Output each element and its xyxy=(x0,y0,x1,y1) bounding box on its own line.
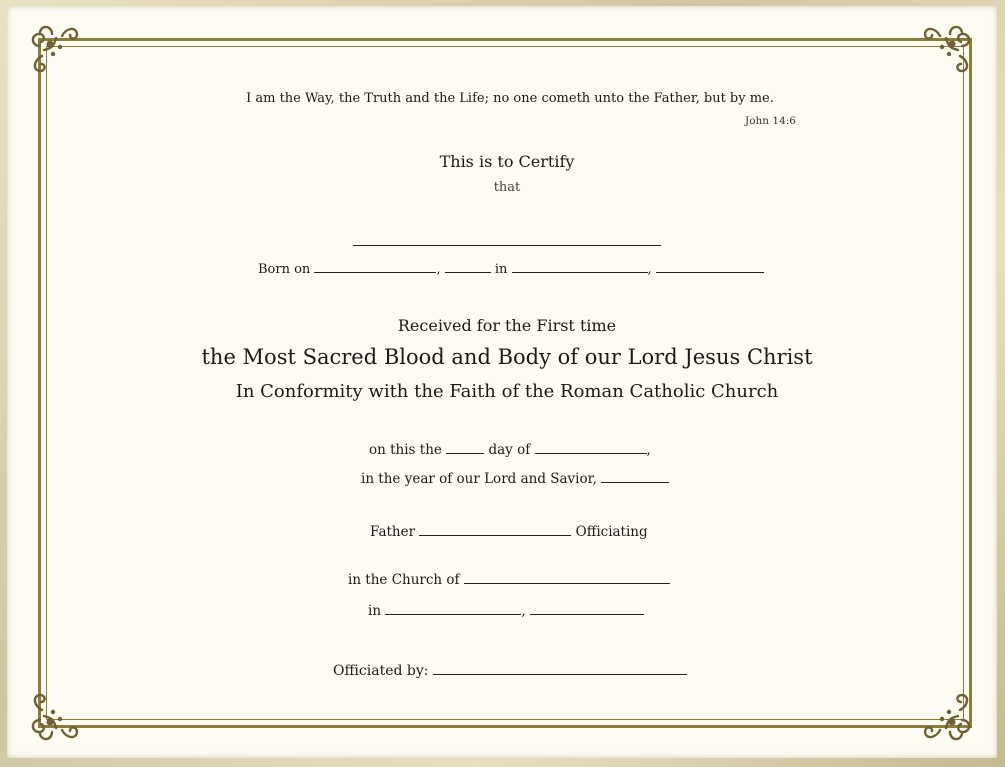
corner-flourish-icon xyxy=(910,680,980,750)
church-row: in the Church of xyxy=(348,571,670,588)
conformity-line: In Conformity with the Faith of the Roman Catholic Church xyxy=(235,381,779,402)
day-field[interactable] xyxy=(446,441,484,454)
birth-city-field[interactable] xyxy=(512,260,648,273)
church-name-field[interactable] xyxy=(464,571,670,584)
corner-flourish-icon xyxy=(22,680,92,750)
recipient-name-field[interactable] xyxy=(353,245,661,246)
date-row: on this the day of , xyxy=(369,442,651,458)
that-label: that xyxy=(493,180,521,195)
birth-year-field[interactable] xyxy=(445,260,491,273)
officiated-by-row: Officiated by: xyxy=(333,662,687,679)
certify-heading: This is to Certify xyxy=(439,152,575,171)
officiated-by-field[interactable] xyxy=(433,662,687,675)
born-on-label: Born on xyxy=(258,262,311,277)
year-row: in the year of our Lord and Savior, xyxy=(361,470,669,487)
birth-row: Born on , in , xyxy=(258,260,764,277)
sacrament-title: the Most Sacred Blood and Body of our Lord Jesus Christ xyxy=(201,345,813,369)
corner-flourish-icon xyxy=(910,16,980,86)
scripture-verse: I am the Way, the Truth and the Life; no one cometh unto the Father, but by me. xyxy=(246,91,774,106)
church-state-field[interactable] xyxy=(530,602,644,615)
church-city-field[interactable] xyxy=(385,602,521,615)
born-in-label: in xyxy=(494,262,508,277)
father-name-field[interactable] xyxy=(419,523,571,536)
corner-flourish-icon xyxy=(22,16,92,86)
officiant-row: Father Officiating xyxy=(370,524,648,540)
received-line: Received for the First time xyxy=(397,316,617,335)
birth-date-field[interactable] xyxy=(314,260,436,273)
year-field[interactable] xyxy=(601,470,669,483)
month-field[interactable] xyxy=(535,441,647,454)
church-location-row: in , xyxy=(368,602,644,619)
scripture-reference: John 14:6 xyxy=(745,115,796,127)
birth-state-field[interactable] xyxy=(656,260,764,273)
